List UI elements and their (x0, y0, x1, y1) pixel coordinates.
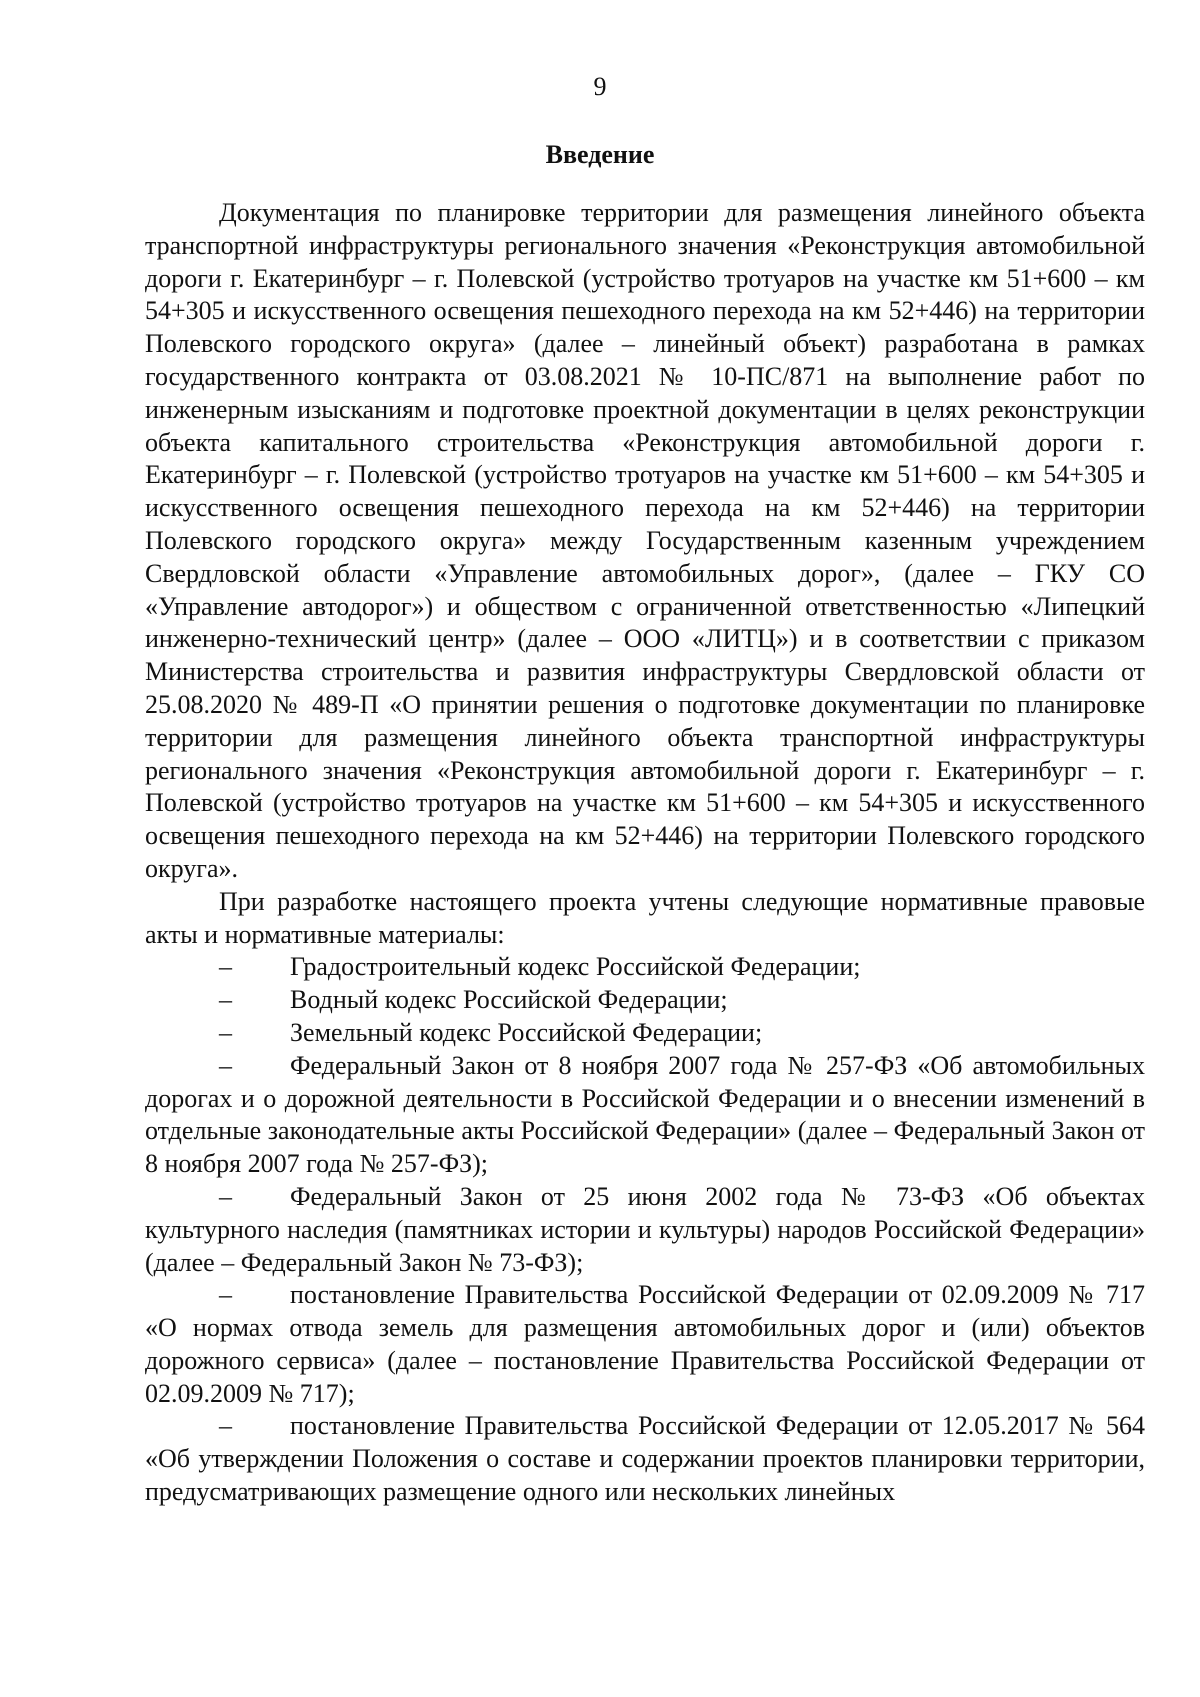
list-item (145, 1279, 1145, 1410)
normative-acts-intro: При разработке настоящего проекта учтены следующие нормативные правовые акты и нормативные материалы: (145, 886, 1145, 949)
list-item-text: Федеральный Закон от 8 ноября 2007 года № 257-ФЗ «Об автомобильных дорогах и о дорожной деятельности в Российской Федерации и о внесении изменений в отдельные законодательные акты Российской Федерации» (далее – Федеральный Закон от 8 ноября 2007 года № 257-ФЗ); (145, 1050, 1145, 1179)
section-heading: Введение (545, 140, 655, 169)
list-item-text: Водный кодекс Российской Федерации; (290, 985, 728, 1015)
list-item (145, 1181, 1145, 1279)
list-marker: – (219, 1017, 232, 1047)
list-marker: – (219, 952, 232, 982)
list-item (145, 951, 1145, 984)
list-marker: – (219, 1280, 232, 1310)
page-number: 9 (593, 72, 607, 101)
list-marker: – (219, 1411, 232, 1441)
list-item-text: Федеральный Закон от 25 июня 2002 года № 73-ФЗ «Об объектах культурного наследия (памятниках истории и культуры) народов Российской Федерации» (далее – Федеральный Закон № 73-ФЗ); (145, 1181, 1145, 1277)
list-item-text: постановление Правительства Российской Федерации от 12.05.2017 № 564 «Об утверждении Положения о составе и содержании проектов планировки территории, предусматривающих размещение одного или нескольких линейных (145, 1411, 1145, 1507)
list-item (145, 1410, 1145, 1508)
list-item-text: Земельный кодекс Российской Федерации; (290, 1017, 763, 1047)
list-marker: – (219, 1181, 232, 1211)
list-item-text: Градостроительный кодекс Российской Федерации; (290, 952, 861, 982)
list-item (145, 1050, 1145, 1181)
list-item (145, 984, 1145, 1017)
list-item (145, 1017, 1145, 1050)
list-marker: – (219, 985, 232, 1015)
list-marker: – (219, 1050, 232, 1080)
document-body (145, 197, 1145, 1509)
intro-paragraph: Документация по планировке территории для размещения линейного объекта транспортной инфраструктуры регионального значения «Реконструкция автомобильной дороги г. Екатеринбург – г. Полевской (устройство тротуаров на участке км 51+600 – км 54+305 и искусственного освещения пешеходного перехода на км 52+446) на территории Полевского городского округа» (далее – линейный объект) разработана в рамках государственного контракта от 03.08.2021 № 10-ПС/871 на выполнение работ по инженерным изысканиям и подготовке проектной документации в целях реконструкции объекта капитального строительства «Реконструкция автомобильной дороги г. Екатеринбург – г. Полевской (устройство тротуаров на участке км 51+600 – км 54+305 и искусственного освещения пешеходного перехода на км 52+446) на территории Полевского городского округа» между Государственным казенным учреждением Свердловской области «Управление автомобильных дорог», (далее – ГКУ СО «Управление автодорог») и обществом с ограниченной ответственностью «Липецкий инженерно-технический центр» (далее – ООО «ЛИТЦ») и в соответствии с приказом Министерства строительства и развития инфраструктуры Свердловской области от 25.08.2020 № 489-П «О принятии решения о подготовке документации по планировке территории для размещения линейного объекта транспортной инфраструктуры регионального значения «Реконструкция автомобильной дороги г. Екатеринбург – г. Полевской (устройство тротуаров на участке км 51+600 – км 54+305 и искусственного освещения пешеходного перехода на км 52+446) на территории Полевского городского округа». (145, 198, 1145, 883)
list-item-text: постановление Правительства Российской Федерации от 02.09.2009 № 717 «О нормах отвода земель для размещения автомобильных дорог и (или) объектов дорожного сервиса» (далее – постановление Правительства Российской Федерации от 02.09.2009 № 717); (145, 1280, 1145, 1408)
